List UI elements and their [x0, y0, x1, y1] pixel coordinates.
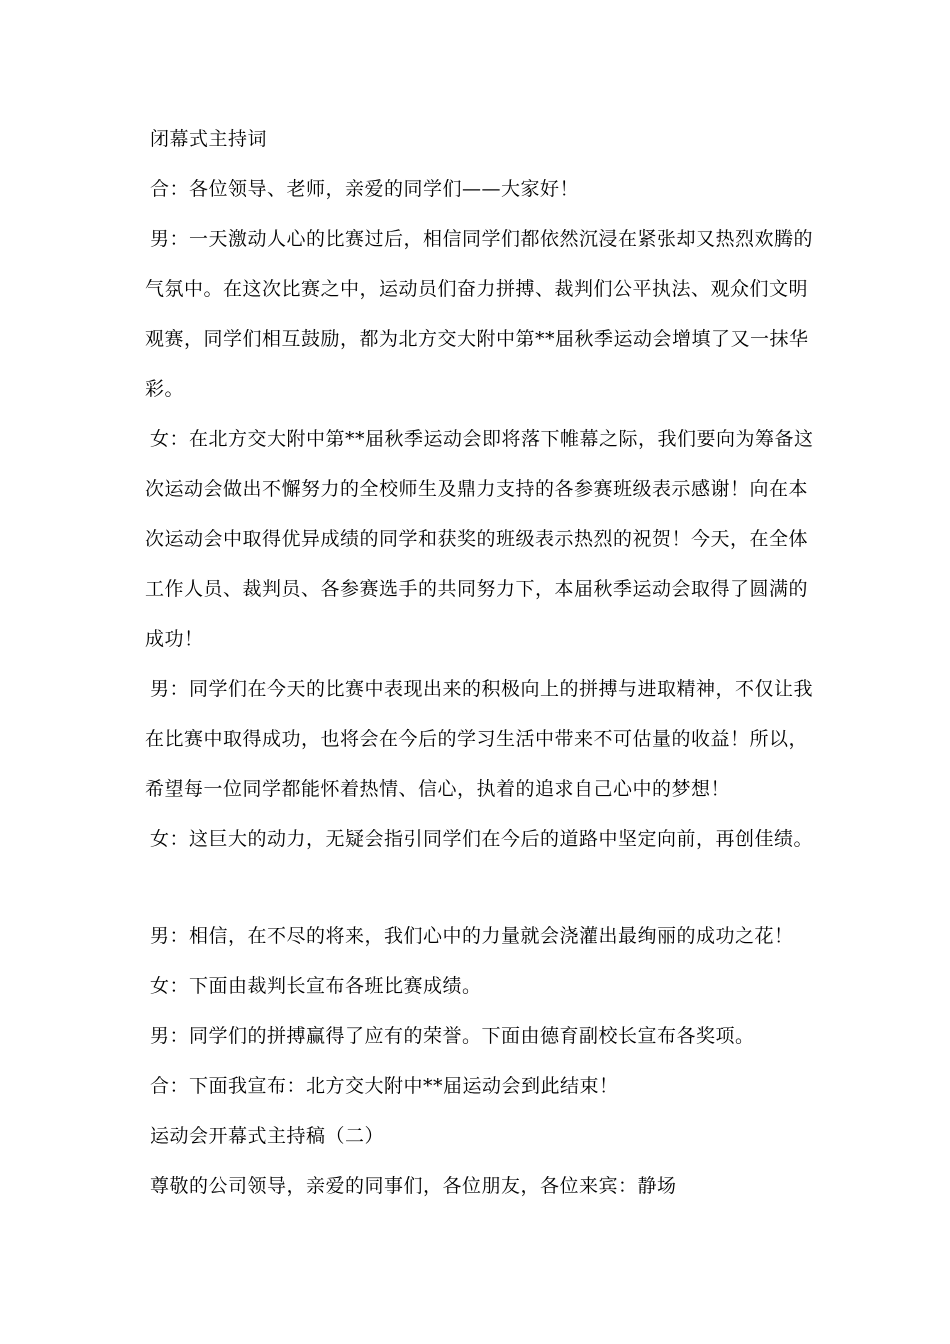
- text-line: 成功！: [145, 628, 204, 650]
- text-line: 女：这巨大的动力，无疑会指引同学们在今后的道路中坚定向前，再创佳绩。: [150, 828, 814, 850]
- text-line: 观赛，同学们相互鼓励，都为北方交大附中第**届秋季运动会增填了又一抹华: [145, 328, 809, 350]
- text-line: 合：下面我宣布：北方交大附中**届运动会到此结束！: [150, 1075, 619, 1097]
- section-title: 运动会开幕式主持稿（二）: [150, 1125, 385, 1147]
- document-title: 闭幕式主持词: [150, 128, 268, 150]
- text-line: 彩。: [145, 378, 185, 400]
- text-line: 男：一天激动人心的比赛过后，相信同学们都依然沉浸在紧张却又热烈欢腾的: [150, 228, 814, 250]
- text-line: 女：在北方交大附中第**届秋季运动会即将落下帷幕之际，我们要向为筹备这: [150, 428, 814, 450]
- text-line: 次运动会做出不懈努力的全校师生及鼎力支持的各参赛班级表示感谢！向在本: [145, 478, 809, 500]
- text-line: 工作人员、裁判员、各参赛选手的共同努力下，本届秋季运动会取得了圆满的: [145, 578, 809, 600]
- text-line: 气氛中。在这次比赛之中，运动员们奋力拼搏、裁判们公平执法、观众们文明: [145, 278, 809, 300]
- text-line: 次运动会中取得优异成绩的同学和获奖的班级表示热烈的祝贺！今天，在全体: [145, 528, 809, 550]
- text-line: 男：相信，在不尽的将来，我们心中的力量就会浇灌出最绚丽的成功之花！: [150, 925, 794, 947]
- text-line: 男：同学们在今天的比赛中表现出来的积极向上的拼搏与进取精神，不仅让我: [150, 678, 814, 700]
- text-line: 希望每一位同学都能怀着热情、信心，执着的追求自己心中的梦想！: [145, 778, 731, 800]
- text-line: 在比赛中取得成功，也将会在今后的学习生活中带来不可估量的收益！所以，: [145, 728, 809, 750]
- text-line: 女：下面由裁判长宣布各班比赛成绩。: [150, 975, 482, 997]
- text-line: 合：各位领导、老师，亲爱的同学们——大家好！: [150, 178, 580, 200]
- text-line: 男：同学们的拼搏赢得了应有的荣誉。下面由德育副校长宣布各奖项。: [150, 1025, 755, 1047]
- text-line: 尊敬的公司领导，亲爱的同事们，各位朋友，各位来宾：静场: [150, 1175, 677, 1197]
